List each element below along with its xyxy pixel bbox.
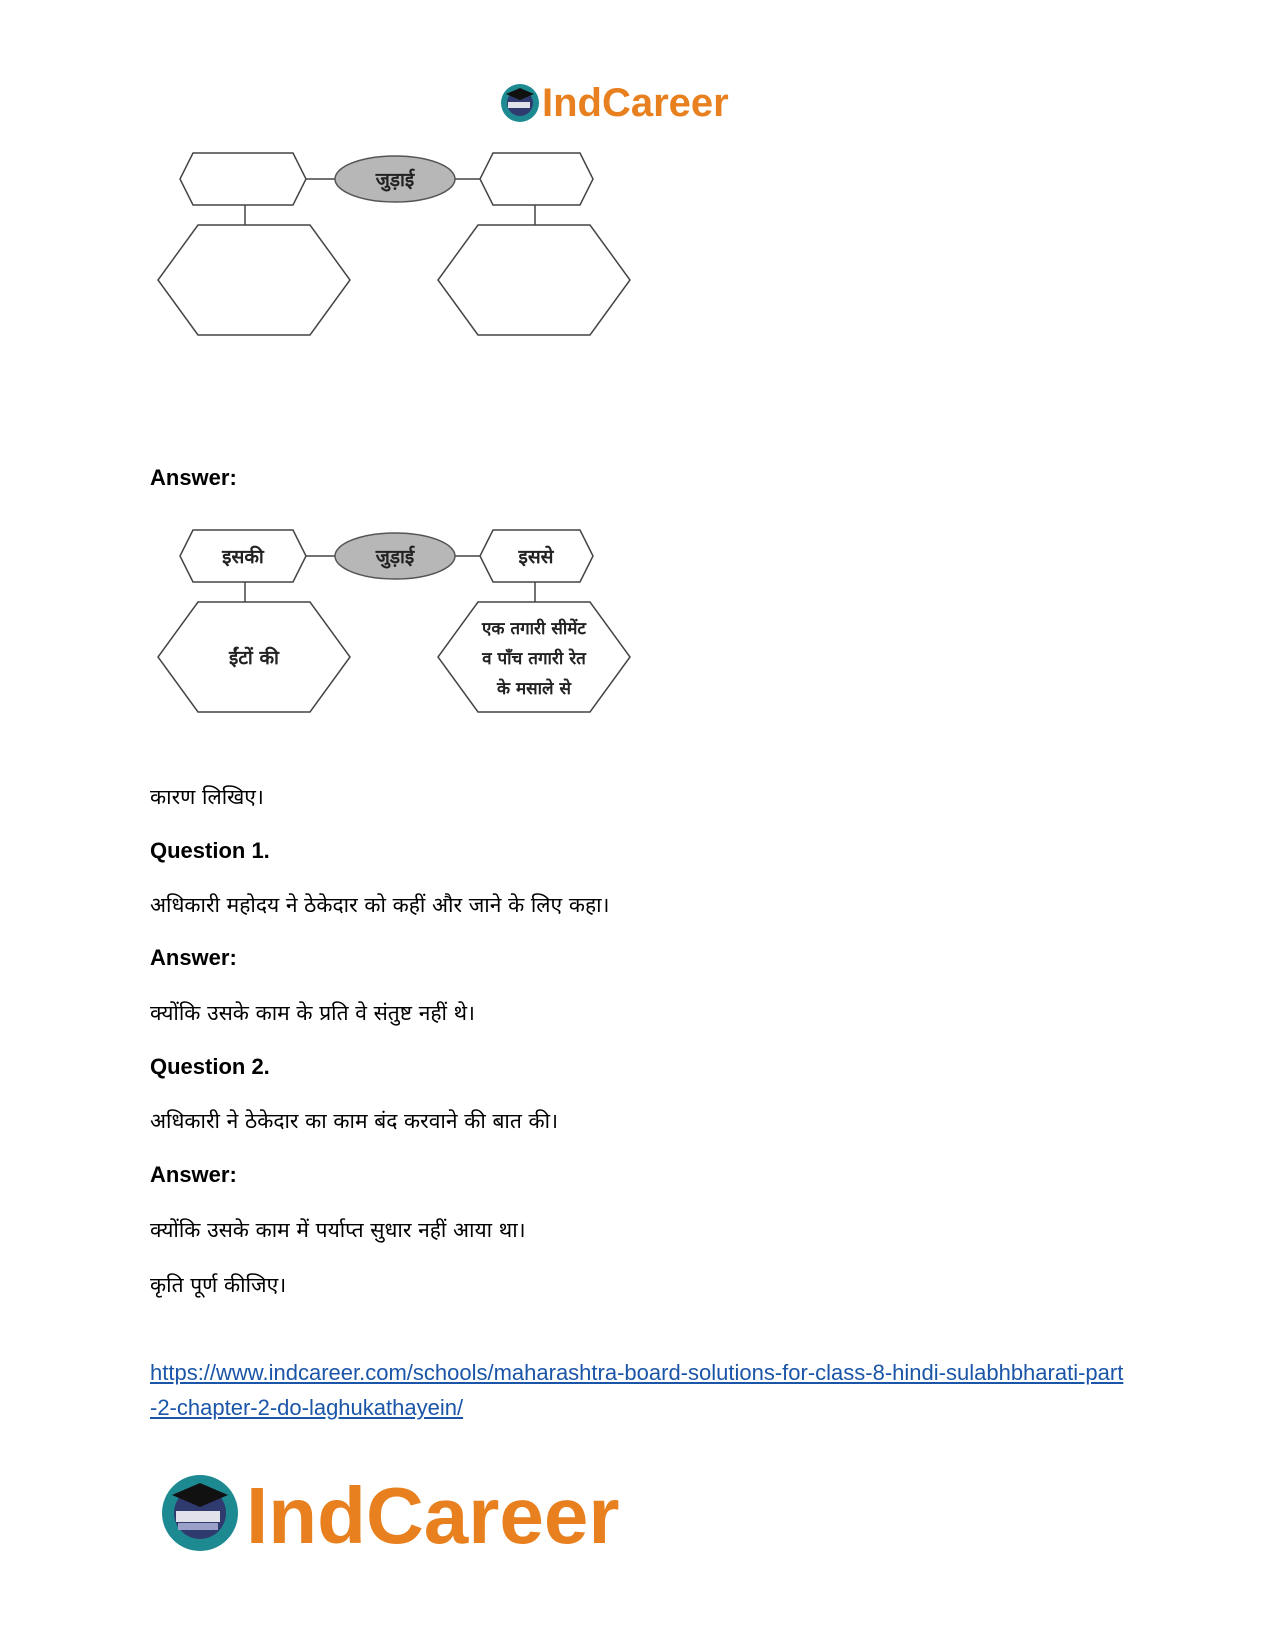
answer-diagram xyxy=(150,522,650,732)
left-small-hexagon xyxy=(180,153,306,205)
source-link[interactable]: https://www.indcareer.com/schools/maharashtra-board-solutions-for-class-8-hindi-sulabhbharati-part-2-chapter-2-do-laghukathayein/ xyxy=(150,1360,1124,1420)
left-small-label: इसकी xyxy=(222,546,264,568)
section-heading-complete: कृति पूर्ण कीजिए। xyxy=(150,1273,287,1297)
indcareer-logo-top xyxy=(500,78,780,128)
question-2-label: Question 2. xyxy=(150,1054,270,1079)
right-large-hexagon xyxy=(438,225,630,335)
right-large-line-3: के मसाले से xyxy=(497,679,571,699)
question-1-text: अधिकारी महोदय ने ठेकेदार को कहीं और जाने के लिए कहा। xyxy=(150,893,610,917)
answer-1-label: Answer: xyxy=(150,945,237,970)
answer-1-text: क्योंकि उसके काम के प्रति वे संतुष्ट नहीं थे। xyxy=(150,1001,475,1025)
center-label: जुड़ाई xyxy=(375,169,415,191)
answer-2-text: क्योंकि उसके काम में पर्याप्त सुधार नहीं आया था। xyxy=(150,1218,526,1242)
logo-wordmark: IndCareer xyxy=(246,1471,620,1560)
right-large-line-2: व पाँच तगारी रेत xyxy=(482,649,586,669)
answer-label: Answer: xyxy=(150,465,237,490)
right-small-hexagon xyxy=(480,153,593,205)
right-small-label: इससे xyxy=(518,546,554,568)
left-large-hexagon xyxy=(158,225,350,335)
question-diagram xyxy=(150,145,650,355)
center-label: जुड़ाई xyxy=(375,546,415,568)
answer-2-label: Answer: xyxy=(150,1162,237,1187)
indcareer-logo-bottom xyxy=(160,1465,700,1561)
section-heading-reason: कारण लिखिए। xyxy=(150,785,264,809)
question-1-label: Question 1. xyxy=(150,838,270,863)
left-large-label: ईंटों की xyxy=(229,647,279,669)
logo-wordmark: IndCareer xyxy=(542,81,729,125)
question-2-text: अधिकारी ने ठेकेदार का काम बंद करवाने की बात की। xyxy=(150,1109,559,1133)
right-large-line-1: एक तगारी सीमेंट xyxy=(482,619,586,639)
